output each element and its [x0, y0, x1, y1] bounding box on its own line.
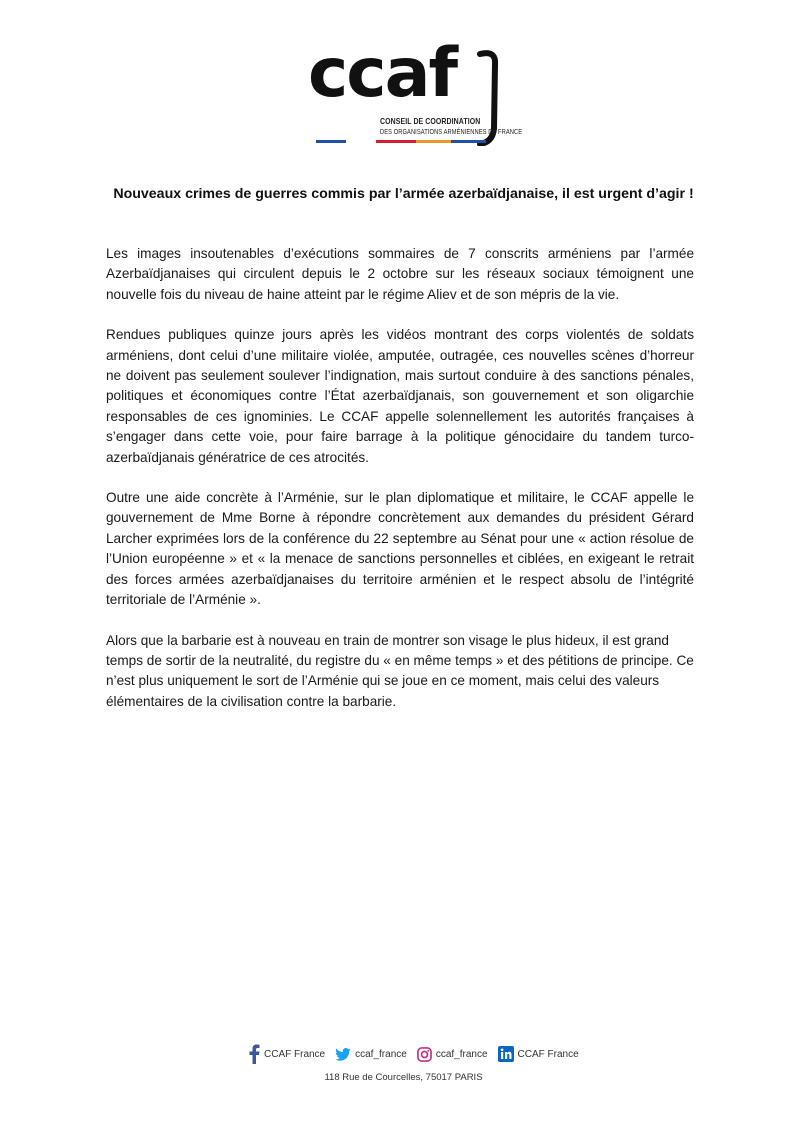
facebook-icon — [248, 1044, 260, 1064]
twitter-link[interactable] — [335, 1048, 407, 1061]
linkedin-label: CCAF France — [517, 1048, 579, 1060]
logo-flag-stripe — [316, 140, 486, 143]
instagram-icon — [417, 1047, 432, 1062]
logo-subtitle-line1: CONSEIL DE COORDINATION — [380, 116, 481, 126]
ccaf-logo — [308, 34, 523, 158]
social-links — [248, 1044, 589, 1064]
paragraph: Rendues publiques quinze jours après les vidéos montrant des corps violentés de soldats arméniens, dont celui d’une militaire violée, amputée, outragée, ces nouvelles scènes d’horreur ne doivent pas seulement soulever l’indignation, mais surtout conduire à des sanctions pénales, politiques et économiques contre l’État azerbaïdjanais, son gouvernement et son oligarchie responsables de ces ignominies. Le CCAF appelle solennellement les autorités françaises à s’engager dans cette voie, pour faire barrage à la politique génocidaire du tandem turco-azerbaïdjanais génératrice de ces atrocités. — [106, 327, 694, 465]
paragraph: Alors que la barbarie est à nouveau en train de montrer son visage le plus hideux, il est grand temps de sortir de la neutralité, du registre du « en même temps » et des pétitions de principe. Ce n’est plus uniquement le sort de l’Arménie qui se joue en ce moment, mais celui des valeurs élémentaires de la civilisation contre la barbarie. — [106, 632, 694, 709]
paragraph: Les images insoutenables d’exécutions sommaires de 7 conscrits arméniens par l’armée Azerbaïdjanaises qui circulent depuis le 2 octobre sur les réseaux sociaux témoignent une nouvelle fois du niveau de haine atteint par le régime Aliev et de son mépris de la vie. — [106, 246, 694, 302]
instagram-link[interactable] — [417, 1047, 488, 1062]
logo-subtitle — [380, 116, 522, 138]
flag-segment-red — [376, 140, 416, 143]
linkedin-icon — [498, 1046, 514, 1062]
flag-segment-blue-2 — [451, 140, 486, 143]
facebook-label: CCAF France — [264, 1048, 326, 1060]
logo-wordmark: ccaf — [308, 34, 457, 113]
facebook-link[interactable] — [248, 1044, 325, 1064]
twitter-icon — [335, 1048, 351, 1061]
paragraph: Outre une aide concrète à l’Arménie, sur le plan diplomatique et militaire, le CCAF appelle le gouvernement de Mme Borne à répondre concrètement aux demandes du président Gérard Larcher exprimées lors de la conférence du 22 septembre au Sénat pour une « action résolue de l’Union européenne » et « la menace de sanctions personnelles et ciblées, en exigeant le retrait des forces armées azerbaïdjanaises du territoire arménien et le respect absolu de l’intégrité territoriale de l’Arménie ». — [106, 490, 694, 608]
twitter-label: ccaf_france — [355, 1048, 407, 1060]
linkedin-link[interactable] — [498, 1046, 579, 1062]
postal-address: 118 Rue de Courcelles, 75017 PARIS — [324, 1072, 483, 1083]
document-title: Nouveaux crimes de guerres commis par l’armée azerbaïdjanaise, il est urgent d’agir ! — [113, 186, 694, 202]
instagram-label: ccaf_france — [435, 1048, 488, 1060]
logo-subtitle-line2: DES ORGANISATIONS ARMÉNIENNES DE FRANCE — [380, 129, 523, 136]
document-body — [106, 244, 694, 732]
flag-segment-orange — [416, 140, 451, 143]
flag-segment-white — [346, 140, 376, 143]
flag-segment-blue — [316, 140, 346, 143]
